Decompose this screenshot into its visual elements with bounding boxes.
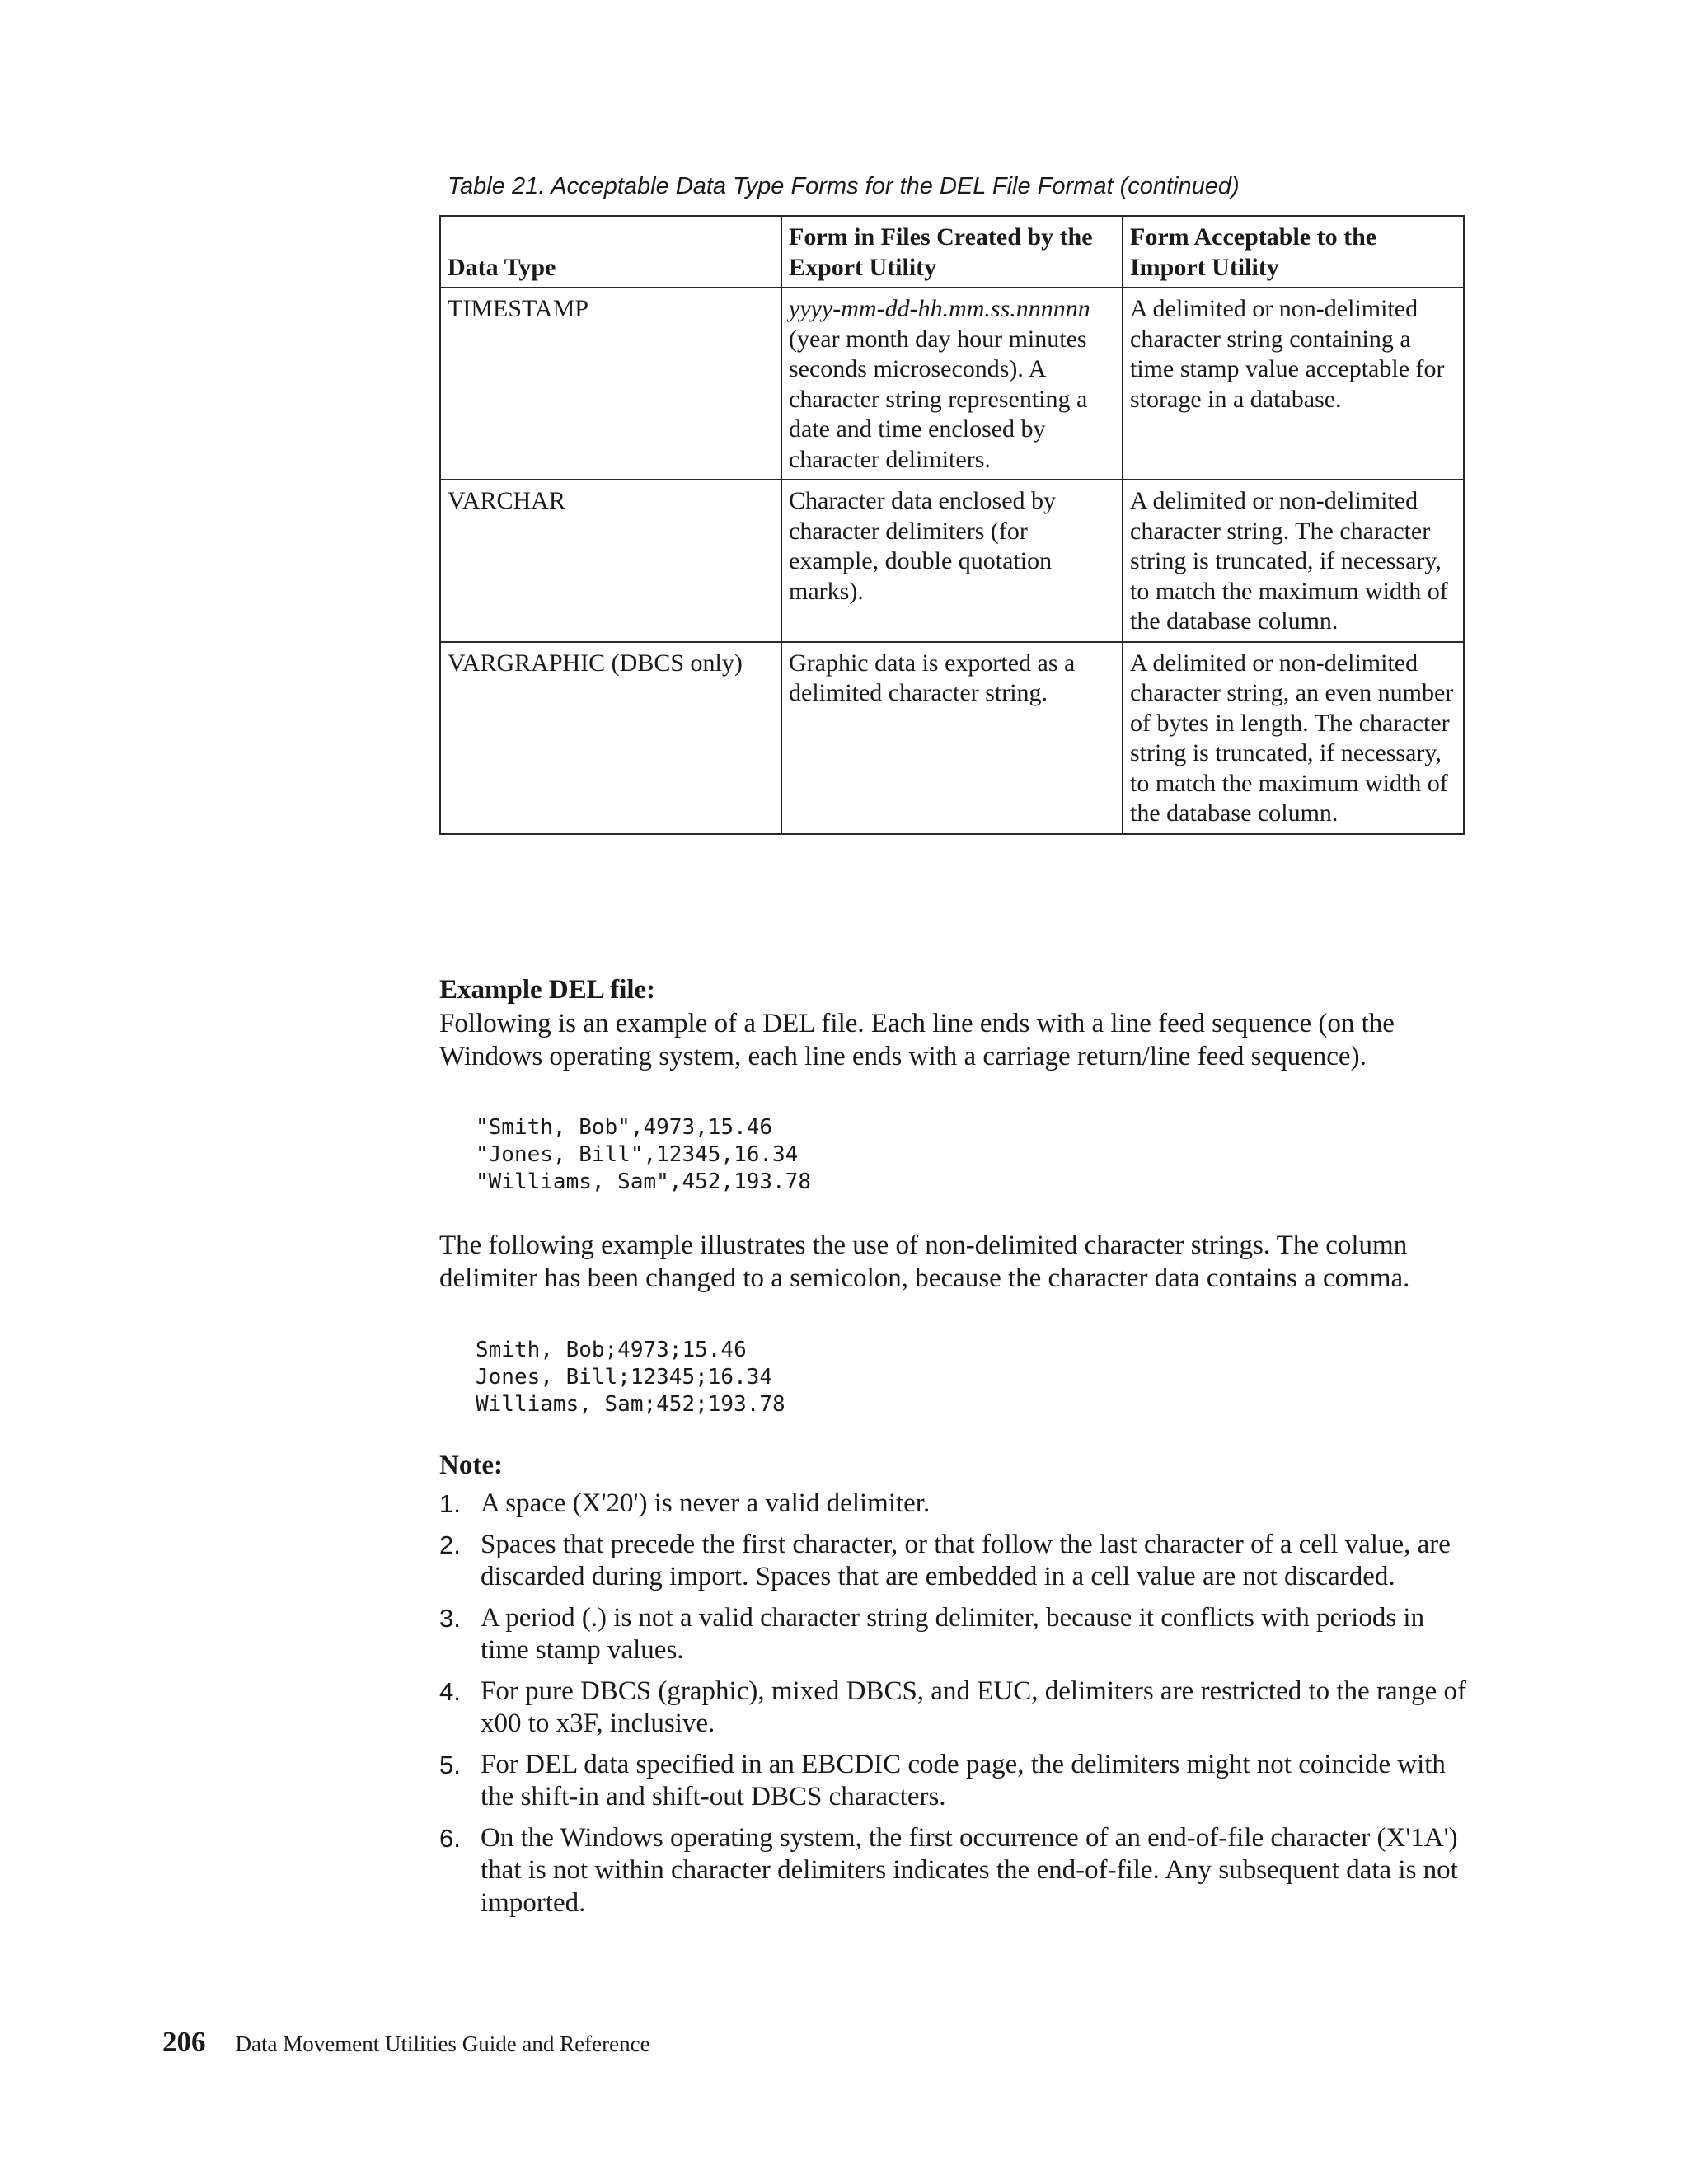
note-number: 2. [439, 1530, 461, 1559]
table-caption: Table 21. Acceptable Data Type Forms for the DEL File Format (continued) [448, 173, 1240, 199]
data-type-table [439, 215, 1465, 835]
book-title: Data Movement Utilities Guide and Reference [235, 2032, 650, 2056]
note-item [439, 1822, 1470, 1920]
header-data-type: Data Type [440, 216, 781, 288]
example-intro: Following is an example of a DEL file. Each line ends with a line feed sequence (on the Windows operating system, each line ends with a carriage return/line feed sequence). [439, 1009, 1395, 1071]
page-number: 206 [162, 2026, 206, 2058]
cell-data-type: VARGRAPHIC (DBCS only) [440, 642, 781, 834]
cell-import-form: A delimited or non-delimited character string. The character string is truncated, if necessary, to match the maximum width of the database column. [1123, 480, 1464, 642]
header-import-form: Form Acceptable to the Import Utility [1123, 216, 1464, 288]
cell-export-form [781, 288, 1123, 480]
note-text: A period (.) is not a valid character string delimiter, because it conflicts with periods in time stamp values. [481, 1602, 1425, 1665]
table-row [440, 288, 1464, 480]
note-number: 3. [439, 1603, 461, 1633]
cell-data-type: VARCHAR [440, 480, 781, 642]
export-description: (year month day hour minutes seconds microseconds). A character string representing a date and time enclosed by character delimiters. [789, 325, 1088, 473]
note-item [439, 1749, 1470, 1814]
note-text: Spaces that precede the first character, or that follow the last character of a cell value, are discarded during import. Spaces that are embedded in a cell value are not discarded. [481, 1529, 1451, 1591]
note-number: 1. [439, 1489, 461, 1518]
cell-export-form: Character data enclosed by character delimiters (for example, double quotation marks). [781, 480, 1123, 642]
note-text: For pure DBCS (graphic), mixed DBCS, and EUC, delimiters are restricted to the range of x00 to x3F, inclusive. [481, 1675, 1466, 1738]
code-example-non-delimited [476, 1337, 785, 1418]
note-item [439, 1488, 1470, 1521]
note-number: 4. [439, 1676, 461, 1706]
table-row [440, 480, 1464, 642]
cell-data-type: TIMESTAMP [440, 288, 781, 480]
code-line: "Williams, Sam",452,193.78 [476, 1169, 811, 1194]
cell-import-form: A delimited or non-delimited character string containing a time stamp value acceptable for storage in a database. [1123, 288, 1464, 480]
code-line: "Jones, Bill",12345,16.34 [476, 1142, 799, 1167]
header-export-form: Form in Files Created by the Export Utility [781, 216, 1123, 288]
code-line: "Smith, Bob",4973,15.46 [476, 1115, 773, 1140]
note-number: 6. [439, 1823, 461, 1853]
note-item [439, 1529, 1470, 1594]
note-text: On the Windows operating system, the first occurrence of an end-of-file character (X'1A') that is not within character delimiters indicates the end-of-file. Any subsequent data is not imported. [481, 1822, 1458, 1918]
note-list [439, 1488, 1470, 1928]
timestamp-format: yyyy-mm-dd-hh.mm.ss.nnnnnn [789, 295, 1090, 322]
table-header-row [440, 216, 1464, 288]
non-delimited-paragraph: The following example illustrates the use of non-delimited character strings. The column delimiter has been changed to a semicolon, because the character data contains a comma. [439, 1230, 1410, 1293]
code-line: Jones, Bill;12345;16.34 [476, 1365, 773, 1390]
page-footer [162, 2026, 650, 2059]
cell-import-form: A delimited or non-delimited character string, an even number of bytes in length. The character string is truncated, if necessary, to match the maximum width of the database column. [1123, 642, 1464, 834]
table-row [440, 642, 1464, 834]
code-line: Williams, Sam;452;193.78 [476, 1392, 785, 1417]
note-item [439, 1602, 1470, 1667]
note-text: A space (X'20') is never a valid delimiter. [481, 1488, 931, 1518]
note-number: 5. [439, 1750, 461, 1779]
code-example-delimited [476, 1114, 811, 1196]
note-item [439, 1675, 1470, 1741]
note-heading: Note: [439, 1451, 503, 1480]
code-line: Smith, Bob;4973;15.46 [476, 1338, 747, 1362]
example-heading: Example DEL file: [439, 975, 656, 1005]
note-text: For DEL data specified in an EBCDIC code page, the delimiters might not coincide with the shift-in and shift-out DBCS characters. [481, 1749, 1446, 1811]
cell-export-form: Graphic data is exported as a delimited character string. [781, 642, 1123, 834]
